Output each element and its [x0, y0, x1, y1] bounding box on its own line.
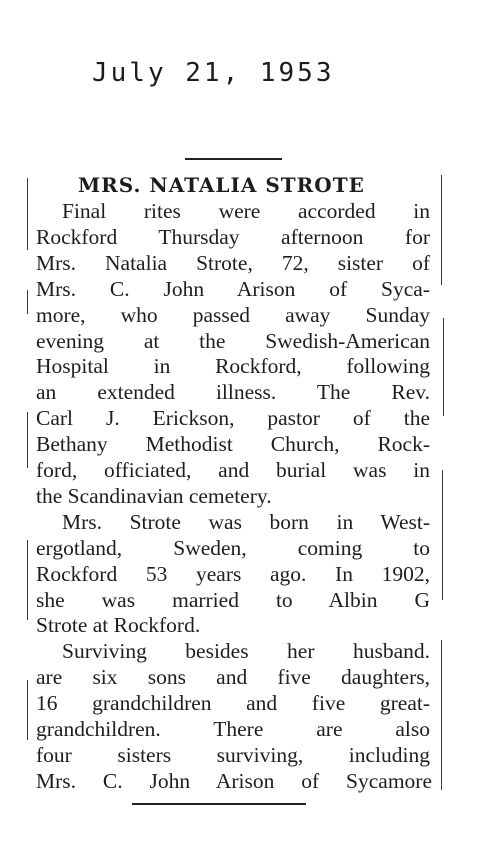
obituary-line: 16 grandchildren and five great-: [36, 691, 430, 716]
obituary-line: Rockford 53 years ago. In 1902,: [36, 561, 430, 586]
obituary-line: four sisters surviving, including: [36, 742, 430, 767]
obituary-line: Mrs. Strote was born in West-: [62, 509, 430, 534]
obituary-line: ford, officiated, and burial was in: [36, 458, 430, 482]
obituary-line: more, who passed away Sunday: [36, 302, 430, 327]
obituary-line: Surviving besides her husband.: [62, 639, 430, 664]
obituary-line: the Scandinavian cemetery.: [36, 483, 272, 508]
obituary-line: Mrs. Natalia Strote, 72, sister of: [36, 250, 430, 275]
obituary-line: grandchildren. There are also: [36, 717, 430, 741]
obituary-line: are six sons and five daughters,: [36, 665, 430, 690]
obituary-headline: MRS. NATALIA STROTE: [78, 173, 365, 197]
obituary-line: Mrs. C. John Arison of Sycamore: [36, 768, 432, 793]
obituary-line: Final rites were accorded in: [62, 199, 430, 223]
bottom-rule: [132, 803, 306, 805]
clipping-edge: [27, 412, 28, 468]
obituary-line: Mrs. C. John Arison of Syca-: [36, 276, 430, 301]
clipping-edge: [27, 680, 28, 740]
clipping-edge: [443, 318, 444, 416]
obituary-line: she was married to Albin G: [36, 587, 430, 612]
top-rule: [185, 158, 282, 160]
clipping-edge: [27, 540, 28, 620]
obituary-line: evening at the Swedish-American: [36, 328, 430, 353]
typed-date: July 21, 1953: [92, 58, 335, 88]
obituary-line: an extended illness. The Rev.: [36, 380, 430, 405]
obituary-line: Rockford Thursday afternoon for: [36, 224, 430, 249]
clipping-edge: [442, 470, 443, 600]
clipping-edge: [441, 175, 442, 285]
clipping-edge: [27, 290, 28, 314]
obituary-line: ergotland, Sweden, coming to: [36, 535, 430, 560]
obituary-line: Hospital in Rockford, following: [36, 354, 430, 379]
obituary-line: Strote at Rockford.: [36, 613, 201, 638]
clipping-edge: [27, 178, 28, 250]
obituary-line: Bethany Methodist Church, Rock-: [36, 432, 430, 457]
obituary-line: Carl J. Erickson, pastor of the: [36, 406, 430, 431]
clipping-edge: [441, 640, 442, 790]
